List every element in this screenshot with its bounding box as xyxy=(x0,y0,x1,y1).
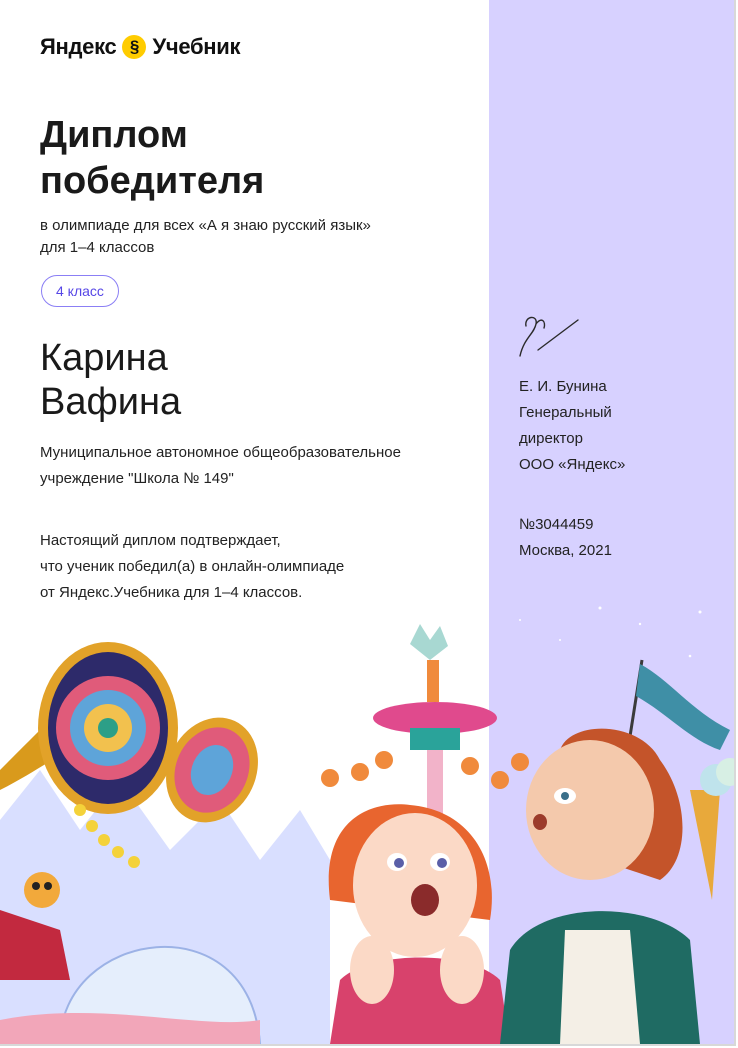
logo-right-text: Учебник xyxy=(152,34,241,59)
title-line-2: победителя xyxy=(40,160,265,202)
signer-block xyxy=(519,374,699,478)
diploma-title xyxy=(40,112,460,204)
diploma-meta xyxy=(519,512,699,564)
grade-badge: 4 класс xyxy=(41,275,119,307)
student-first-name: Карина xyxy=(40,337,168,379)
subtitle-line-1: в олимпиаде для всех «А я знаю русский язык» xyxy=(40,217,371,234)
subtitle-line-2: для 1–4 классов xyxy=(40,239,155,256)
school-line-1: Муниципальное автономное общеобразовательное xyxy=(40,444,401,461)
signer-name: Е. И. Бунина xyxy=(519,378,607,395)
signer-role-line-2: директор xyxy=(519,430,583,447)
confirmation-line-3: от Яндекс.Учебника для 1–4 классов. xyxy=(40,584,303,601)
student-name xyxy=(40,336,181,424)
signature-icon xyxy=(516,312,582,362)
student-last-name: Вафина xyxy=(40,381,182,423)
confirmation-line-1: Настоящий диплом подтверждает, xyxy=(40,532,281,549)
school-name xyxy=(40,440,460,492)
title-line-1: Диплом xyxy=(40,114,188,156)
carnival-illustration xyxy=(0,600,734,1044)
logo-badge-glyph: § xyxy=(129,37,140,56)
yandex-uchebnik-logo xyxy=(40,34,240,60)
signer-role-line-1: Генеральный xyxy=(519,404,612,421)
kaleidoscope-left xyxy=(56,676,160,780)
confirmation-line-2: что ученик победил(а) в онлайн-олимпиаде xyxy=(40,558,345,575)
girl-character xyxy=(329,804,510,1044)
logo-badge-icon xyxy=(122,35,146,59)
school-line-2: учреждение "Школа № 149" xyxy=(40,470,234,487)
sparkles xyxy=(519,607,702,658)
olympiad-subtitle xyxy=(40,215,460,259)
logo-left-text: Яндекс xyxy=(40,34,117,59)
ice-cream xyxy=(690,758,734,900)
signer-company: ООО «Яндекс» xyxy=(519,456,626,473)
diploma-number: №3044459 xyxy=(519,516,594,533)
confirmation-text xyxy=(40,528,460,606)
boy-character xyxy=(500,729,700,1044)
diploma-city-year: Москва, 2021 xyxy=(519,542,612,559)
